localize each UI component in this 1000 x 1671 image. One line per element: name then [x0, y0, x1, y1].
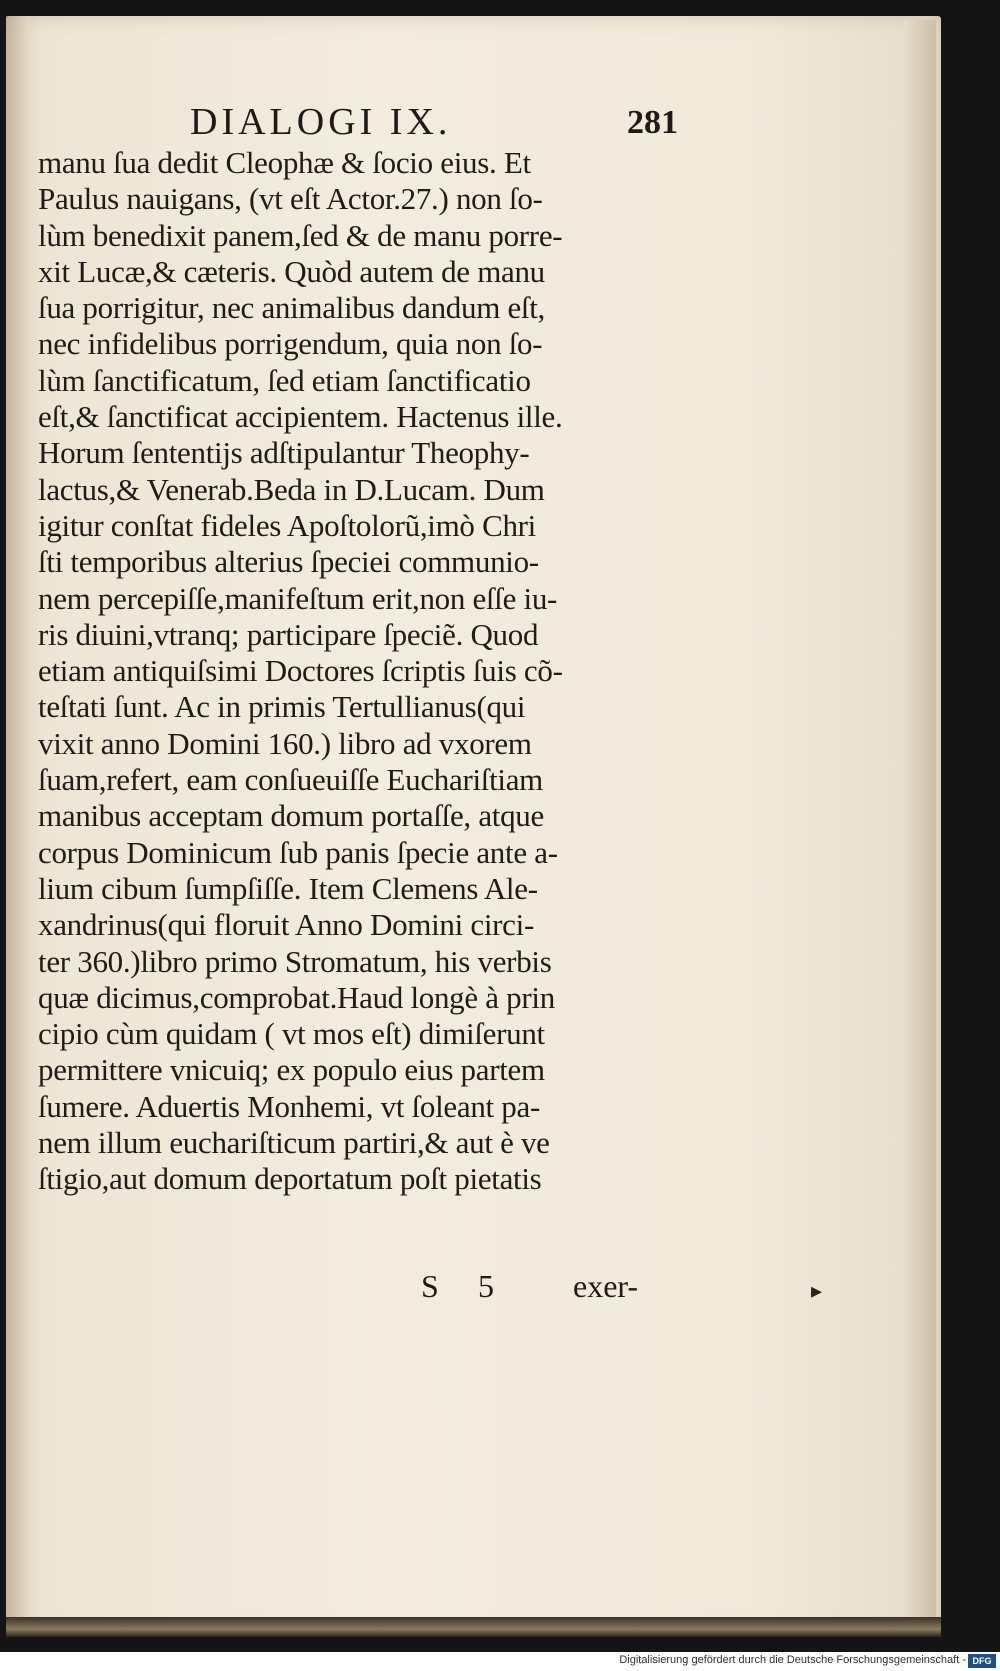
margin-mark: ▸: [811, 1278, 823, 1303]
text-line: vixit anno Domini 160.) libro ad vxorem: [38, 725, 532, 761]
text-line: ter 360.)libro primo Stromatum, his verbis: [38, 943, 552, 979]
text-line: cipio cùm quidam ( vt mos eſt) dimiſerunt: [38, 1016, 545, 1052]
text-line: ris diuini,vtranq; participare ſpeciẽ. Quod: [38, 616, 539, 652]
text-line: ſua porrigitur, nec animalibus dandum eſt,: [38, 290, 545, 326]
body-text: [38, 145, 678, 1198]
text-line: manibus acceptam domum portaſſe, atque: [38, 798, 544, 834]
text-line: ſumere. Aduertis Monhemi, vt ſoleant pa-: [38, 1088, 540, 1124]
text-line: Paulus nauigans, (vt eſt Actor.27.) non ſo-: [38, 181, 543, 217]
dfg-logo: DFG: [968, 1654, 996, 1668]
signature-mark: S: [421, 1268, 439, 1304]
text-line: corpus Dominicum ſub panis ſpecie ante a-: [38, 834, 558, 870]
text-line: ſti temporibus alterius ſpeciei communio-: [38, 544, 539, 580]
digitization-credit: Digitalisierung gefördert durch die Deutsche Forschungsgemeinschaft -: [619, 1654, 966, 1666]
text-line: nem percepiſſe,manifeſtum erit,non eſſe iu-: [38, 580, 558, 616]
text-line: quæ dicimus,comprobat.Haud longè à prin: [38, 979, 555, 1015]
footer-bar: [0, 1652, 1000, 1671]
text-line: ſuam,refert, eam conſueuiſſe Euchariſtiam: [38, 762, 543, 798]
text-line: teſtati ſunt. Ac in primis Tertullianus(qui: [38, 689, 526, 725]
text-line: xandrinus(qui floruit Anno Domini circi-: [38, 907, 534, 943]
text-line: lùm benedixit panem,ſed & de manu porre-: [38, 217, 563, 253]
text-line: nem illum euchariſticum partiri,& aut è ve: [38, 1125, 550, 1161]
text-line: igitur conſtat fideles Apoſtolorũ,imò Chri: [38, 507, 536, 543]
catchword: exer-: [573, 1268, 639, 1304]
signature-number: 5: [478, 1268, 494, 1304]
text-line: manu ſua dedit Cleophæ & ſocio eius. Et: [38, 145, 531, 180]
running-head-title: DIALOGI IX.: [190, 101, 452, 143]
text-line: lùm ſanctificatum, ſed etiam ſanctificatio: [38, 362, 531, 398]
page-number: 281: [627, 104, 678, 141]
text-line: lactus,& Venerab.Beda in D.Lucam. Dum: [38, 471, 545, 507]
text-line: Horum ſententijs adſtipulantur Theophy-: [38, 435, 530, 471]
text-line: lium cibum ſumpſiſſe. Item Clemens Ale-: [38, 870, 538, 906]
text-line: ſtigio,aut domum deportatum poſt pietatis: [38, 1161, 542, 1197]
text-line: eſt,& ſanctificat accipientem. Hactenus ille.: [38, 399, 563, 435]
text-line: etiam antiquiſsimi Doctores ſcriptis ſuis cõ-: [38, 653, 563, 689]
page-bottom-edge: [6, 1617, 941, 1637]
text-line: permittere vnicuiq; ex populo eius partem: [38, 1052, 545, 1088]
page-gutter: [6, 16, 30, 1634]
running-head: [190, 100, 690, 143]
text-line: xit Lucæ,& cæteris. Quòd autem de manu: [38, 253, 545, 289]
page-fore-edge: [904, 20, 936, 1632]
catchline: [38, 1268, 678, 1312]
text-line: nec infidelibus porrigendum, quia non ſo-: [38, 326, 543, 362]
